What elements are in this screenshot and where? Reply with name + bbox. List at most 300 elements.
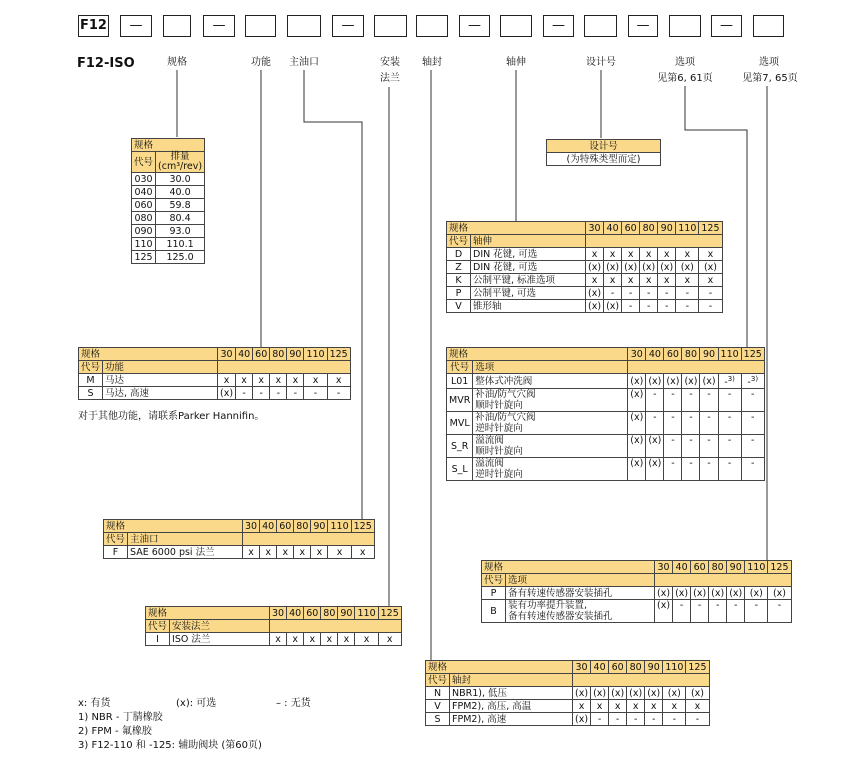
size-header: 40	[604, 222, 622, 235]
table-row: 110 110.1	[132, 238, 205, 251]
design-title: 设计号	[547, 140, 661, 153]
availability-cell: -	[727, 600, 745, 623]
availability-cell: (x)	[591, 687, 609, 700]
header-mount-2: 法兰	[380, 73, 400, 84]
availability-cell: x	[622, 274, 640, 287]
header-fill	[586, 235, 723, 248]
availability-cell: x	[253, 374, 270, 387]
availability-cell: -	[700, 412, 718, 435]
availability-cell: (x)	[628, 389, 646, 412]
availability-cell: x	[270, 633, 287, 646]
availability-cell: x	[658, 274, 676, 287]
availability-cell: (x)	[628, 374, 646, 389]
size-header: 80	[270, 348, 287, 361]
row-code: P	[447, 287, 471, 300]
availability-cell: (x)	[628, 412, 646, 435]
availability-cell: (x)	[663, 687, 686, 700]
size-header: 110	[355, 607, 378, 620]
table-title: 规格	[146, 607, 270, 620]
size-header: 30	[573, 661, 591, 674]
size-header: 40	[287, 607, 304, 620]
availability-cell: x	[699, 248, 722, 261]
availability-cell: x	[604, 248, 622, 261]
availability-cell: (x)	[664, 374, 682, 389]
size-header: 60	[304, 607, 321, 620]
col-code: 代号	[79, 361, 103, 374]
availability-cell: (x)	[700, 374, 718, 389]
table-row	[447, 287, 723, 300]
availability-cell: -	[718, 435, 741, 458]
size-header: 30	[655, 561, 673, 574]
availability-cell: -	[253, 387, 270, 400]
table-row	[447, 435, 765, 458]
availability-cell: x	[645, 700, 663, 713]
availability-cell: -	[664, 412, 682, 435]
header-fill	[243, 533, 375, 546]
header-shaft: 轴伸	[506, 57, 526, 68]
table-title: 规格	[447, 222, 586, 235]
size-header: 125	[768, 561, 791, 574]
separator-dash: —	[711, 15, 742, 37]
footnote-1: 1) NBR - 丁腈橡胶	[78, 712, 163, 723]
availability-cell: -	[658, 300, 676, 313]
mount-table	[145, 606, 402, 646]
model-box: F12	[78, 15, 109, 37]
availability-cell: -	[604, 287, 622, 300]
availability-cell: -	[270, 387, 287, 400]
availability-cell: -	[304, 387, 327, 400]
availability-cell: (x)	[673, 587, 691, 600]
availability-cell: x	[338, 633, 355, 646]
size-header: 30	[628, 348, 646, 361]
availability-cell: -	[686, 713, 709, 726]
size-header: 125	[327, 348, 350, 361]
availability-cell: -	[627, 713, 645, 726]
availability-cell: -	[664, 435, 682, 458]
availability-cell: x	[586, 248, 604, 261]
availability-cell: -	[718, 389, 741, 412]
row-code: D	[447, 248, 471, 261]
availability-cell: -	[741, 412, 764, 435]
row-code: I	[146, 633, 170, 646]
size-header: 80	[640, 222, 658, 235]
availability-cell: -	[663, 713, 686, 726]
col-name: 轴伸	[471, 235, 586, 248]
availability-cell: (x)	[646, 374, 664, 389]
size-header: 40	[673, 561, 691, 574]
footnote-2: 2) FPM - 氟橡胶	[78, 726, 152, 737]
availability-cell: -	[682, 458, 700, 481]
col-code: 代号	[426, 674, 450, 687]
row-name: 装有功率提升装置, 备有转速传感器安装插孔	[506, 600, 655, 623]
table-row	[447, 248, 723, 261]
availability-cell: -	[700, 389, 718, 412]
availability-cell: -	[646, 412, 664, 435]
size-header: 90	[645, 661, 663, 674]
col-code: 代号	[447, 235, 471, 248]
table-title: 规格	[426, 661, 573, 674]
availability-cell: (x)	[586, 300, 604, 313]
availability-cell: x	[640, 248, 658, 261]
table-title: 规格	[79, 348, 218, 361]
row-code: L01	[447, 374, 473, 389]
availability-cell: -	[709, 600, 727, 623]
availability-cell: -	[658, 287, 676, 300]
size-header: 40	[646, 348, 664, 361]
legend-unavailable: – : 无货	[276, 698, 311, 709]
availability-cell: -	[682, 412, 700, 435]
function-table	[78, 347, 351, 400]
availability-cell: (x)	[628, 435, 646, 458]
function-note: 对于其他功能，请联系Parker Hannifin。	[78, 411, 265, 422]
size-header: 30	[243, 520, 260, 533]
size-header: 40	[591, 661, 609, 674]
separator-dash: —	[543, 15, 574, 37]
table-row: 040 40.0	[132, 186, 205, 199]
size-header: 80	[321, 607, 338, 620]
size-header: 110	[676, 222, 699, 235]
size-header: 125	[378, 607, 401, 620]
table-row: 060 59.8	[132, 199, 205, 212]
availability-cell: -	[700, 458, 718, 481]
availability-cell: x	[686, 700, 709, 713]
row-name: 备有转速传感器安装插孔	[506, 587, 655, 600]
col-name: 轴封	[450, 674, 573, 687]
subtitle: F12-ISO	[77, 56, 135, 71]
availability-cell: (x)	[586, 261, 604, 274]
availability-cell: -	[682, 435, 700, 458]
availability-cell: x	[378, 633, 401, 646]
size-header: 110	[745, 561, 768, 574]
separator-dash: —	[332, 15, 364, 37]
row-code: M	[79, 374, 103, 387]
availability-cell: -	[327, 387, 350, 400]
availability-cell: x	[676, 274, 699, 287]
availability-cell: (x)	[640, 261, 658, 274]
table-row	[447, 374, 765, 389]
availability-cell: x	[287, 374, 304, 387]
availability-cell: -	[646, 389, 664, 412]
availability-cell: (x)	[645, 687, 663, 700]
row-code: V	[426, 700, 450, 713]
availability-cell: -	[640, 287, 658, 300]
header-function: 功能	[251, 57, 271, 68]
availability-cell: x	[328, 546, 351, 559]
availability-cell: x	[609, 700, 627, 713]
size-header: 80	[627, 661, 645, 674]
size-header: 80	[709, 561, 727, 574]
table-row	[79, 387, 351, 400]
size-table	[131, 138, 205, 264]
availability-cell: -	[591, 713, 609, 726]
header-fill	[628, 361, 765, 374]
availability-cell: x	[351, 546, 374, 559]
availability-cell: (x)	[676, 261, 699, 274]
table-row	[426, 687, 710, 700]
availability-cell: -	[718, 458, 741, 481]
col-code: 代号	[104, 533, 128, 546]
size-header: 40	[260, 520, 277, 533]
header-design: 设计号	[586, 57, 616, 68]
availability-cell: (x)	[699, 261, 722, 274]
table-title: 规格	[104, 520, 243, 533]
col-name: 选项	[473, 361, 628, 374]
legend-optional: (x): 可选	[176, 698, 217, 709]
availability-cell: x	[294, 546, 311, 559]
availability-cell: -	[682, 389, 700, 412]
availability-cell: -	[718, 412, 741, 435]
size-header: 90	[700, 348, 718, 361]
row-code: S_R	[447, 435, 473, 458]
row-name: SAE 6000 psi 法兰	[128, 546, 243, 559]
availability-cell: x	[243, 546, 260, 559]
availability-cell: -	[640, 300, 658, 313]
availability-cell: -	[676, 300, 699, 313]
size-header: 60	[253, 348, 270, 361]
table-row	[426, 700, 710, 713]
size-header: 90	[287, 348, 304, 361]
row-code: B	[482, 600, 506, 623]
row-name: FPM2), 高速	[450, 713, 573, 726]
header-size: 规格	[167, 57, 187, 68]
row-name: 溢流阀 顺时针旋向	[473, 435, 628, 458]
table-row	[447, 274, 723, 287]
size-header: 110	[718, 348, 741, 361]
size-header: 125	[351, 520, 374, 533]
header-fill	[270, 620, 402, 633]
availability-cell: (x)	[218, 387, 236, 400]
size-header: 125	[741, 348, 764, 361]
availability-cell: (x)	[609, 687, 627, 700]
availability-cell: x	[236, 374, 253, 387]
availability-cell: -	[664, 458, 682, 481]
row-code: V	[447, 300, 471, 313]
size-header: 60	[664, 348, 682, 361]
availability-cell: -	[699, 287, 722, 300]
row-name: 马达, 高速	[103, 387, 218, 400]
availability-cell: x	[699, 274, 722, 287]
row-name: 整体式冲洗阀	[473, 374, 628, 389]
size-header: 60	[277, 520, 294, 533]
availability-cell: (x)	[646, 435, 664, 458]
availability-cell: -$^{3)}$	[718, 374, 741, 389]
sensor-table	[481, 560, 792, 623]
header-fill	[218, 361, 351, 374]
availability-cell: -	[768, 600, 791, 623]
size-header: 90	[311, 520, 328, 533]
seal-table	[425, 660, 710, 726]
availability-cell: (x)	[655, 587, 673, 600]
availability-cell: -	[673, 600, 691, 623]
availability-cell: (x)	[655, 600, 673, 623]
availability-cell: x	[622, 248, 640, 261]
availability-cell: x	[321, 633, 338, 646]
availability-cell: x	[287, 633, 304, 646]
table-row	[79, 374, 351, 387]
size-header: 30	[586, 222, 604, 235]
availability-cell: -$^{3)}$	[741, 374, 764, 389]
table-title: 规格	[482, 561, 655, 574]
availability-cell: (x)	[646, 458, 664, 481]
availability-cell: (x)	[768, 587, 791, 600]
size-header: 60	[622, 222, 640, 235]
availability-cell: x	[627, 700, 645, 713]
availability-cell: -	[664, 389, 682, 412]
availability-cell: -	[699, 300, 722, 313]
size-header: 90	[658, 222, 676, 235]
availability-cell: x	[270, 374, 287, 387]
availability-cell: (x)	[573, 687, 591, 700]
row-code: MVR	[447, 389, 473, 412]
row-name: 溢流阀 逆时针旋向	[473, 458, 628, 481]
availability-cell: -	[741, 435, 764, 458]
availability-cell: x	[327, 374, 350, 387]
availability-cell: (x)	[745, 587, 768, 600]
row-code: F	[104, 546, 128, 559]
footnote-3: 3) F12-110 和 -125: 辅助阀块 (第60页)	[78, 740, 262, 751]
col-name: 选项	[506, 574, 655, 587]
legend-available: x: 有货	[78, 698, 111, 709]
availability-cell: -	[676, 287, 699, 300]
availability-cell: (x)	[604, 300, 622, 313]
table-title: 规格	[132, 139, 205, 152]
col-displacement: 排量 (cm³/rev)	[156, 152, 205, 173]
availability-cell: -	[691, 600, 709, 623]
size-header: 90	[338, 607, 355, 620]
row-code: K	[447, 274, 471, 287]
header-seal: 轴封	[422, 57, 442, 68]
row-name: NBR1), 低压	[450, 687, 573, 700]
availability-cell: (x)	[682, 374, 700, 389]
availability-cell: (x)	[727, 587, 745, 600]
design-subtitle: (为特殊类型而定)	[547, 153, 661, 166]
availability-cell: (x)	[573, 713, 591, 726]
size-header: 80	[682, 348, 700, 361]
size-header: 90	[727, 561, 745, 574]
size-header: 125	[686, 661, 709, 674]
availability-cell: x	[218, 374, 236, 387]
valve-table	[446, 347, 765, 481]
availability-cell: -	[700, 435, 718, 458]
size-header: 110	[663, 661, 686, 674]
col-code: 代号	[146, 620, 170, 633]
table-row: 090 93.0	[132, 225, 205, 238]
col-name: 安装法兰	[170, 620, 270, 633]
availability-cell: x	[658, 248, 676, 261]
table-row	[482, 600, 792, 623]
table-row	[447, 389, 765, 412]
row-name: 锥形轴	[471, 300, 586, 313]
availability-cell: x	[304, 374, 327, 387]
header-option1-see: 见第6, 61页	[657, 73, 713, 84]
separator-dash: —	[120, 15, 152, 37]
row-code: N	[426, 687, 450, 700]
table-row	[447, 261, 723, 274]
size-header: 60	[691, 561, 709, 574]
shaft-table	[446, 221, 723, 313]
row-name: 公制平键, 可选	[471, 287, 586, 300]
size-header: 30	[270, 607, 287, 620]
col-code: 代号	[132, 152, 156, 173]
size-header: 125	[699, 222, 722, 235]
row-code: P	[482, 587, 506, 600]
row-code: S	[79, 387, 103, 400]
header-option1: 选项	[675, 57, 695, 68]
header-mount-1: 安装	[380, 57, 400, 68]
availability-cell: -	[622, 300, 640, 313]
availability-cell: (x)	[709, 587, 727, 600]
row-name: DIN 花键, 可选	[471, 248, 586, 261]
availability-cell: x	[260, 546, 277, 559]
design-box	[546, 139, 661, 166]
size-header: 60	[609, 661, 627, 674]
table-row: 030 30.0	[132, 173, 205, 186]
row-name: FPM2), 高压, 高温	[450, 700, 573, 713]
availability-cell: (x)	[686, 687, 709, 700]
table-row	[447, 412, 765, 435]
availability-cell: x	[573, 700, 591, 713]
row-code: MVL	[447, 412, 473, 435]
header-option2-see: 见第7, 65页	[742, 73, 798, 84]
row-name: 补油/防气穴阀 逆时针旋向	[473, 412, 628, 435]
row-code: S_L	[447, 458, 473, 481]
availability-cell: x	[640, 274, 658, 287]
header-fill	[573, 674, 710, 687]
availability-cell: -	[741, 389, 764, 412]
col-code: 代号	[482, 574, 506, 587]
table-row: 080 80.4	[132, 212, 205, 225]
table-title: 规格	[447, 348, 628, 361]
separator-dash: —	[203, 15, 235, 37]
availability-cell: x	[304, 633, 321, 646]
table-row: 125 125.0	[132, 251, 205, 264]
availability-cell: (x)	[691, 587, 709, 600]
availability-cell: (x)	[586, 287, 604, 300]
availability-cell: -	[745, 600, 768, 623]
row-code: S	[426, 713, 450, 726]
availability-cell: x	[676, 248, 699, 261]
table-row	[447, 300, 723, 313]
col-name: 功能	[103, 361, 218, 374]
table-row	[104, 546, 375, 559]
availability-cell: -	[645, 713, 663, 726]
separator-dash: —	[459, 15, 490, 37]
table-row	[447, 458, 765, 481]
size-header: 40	[236, 348, 253, 361]
header-main-port: 主油口	[289, 57, 319, 68]
table-row	[426, 713, 710, 726]
row-name: 公制平键, 标准选项	[471, 274, 586, 287]
availability-cell: x	[355, 633, 378, 646]
col-name: 主油口	[128, 533, 243, 546]
availability-cell: x	[604, 274, 622, 287]
availability-cell: x	[663, 700, 686, 713]
header-fill	[655, 574, 792, 587]
row-name: DIN 花键, 可选	[471, 261, 586, 274]
availability-cell: -	[236, 387, 253, 400]
availability-cell: x	[311, 546, 328, 559]
main-port-table	[103, 519, 375, 559]
availability-cell: x	[277, 546, 294, 559]
row-name: ISO 法兰	[170, 633, 270, 646]
row-name: 马达	[103, 374, 218, 387]
availability-cell: x	[586, 274, 604, 287]
size-header: 80	[294, 520, 311, 533]
row-name: 补油/防气穴阀 顺时针旋向	[473, 389, 628, 412]
availability-cell: (x)	[604, 261, 622, 274]
availability-cell: -	[622, 287, 640, 300]
row-code: Z	[447, 261, 471, 274]
